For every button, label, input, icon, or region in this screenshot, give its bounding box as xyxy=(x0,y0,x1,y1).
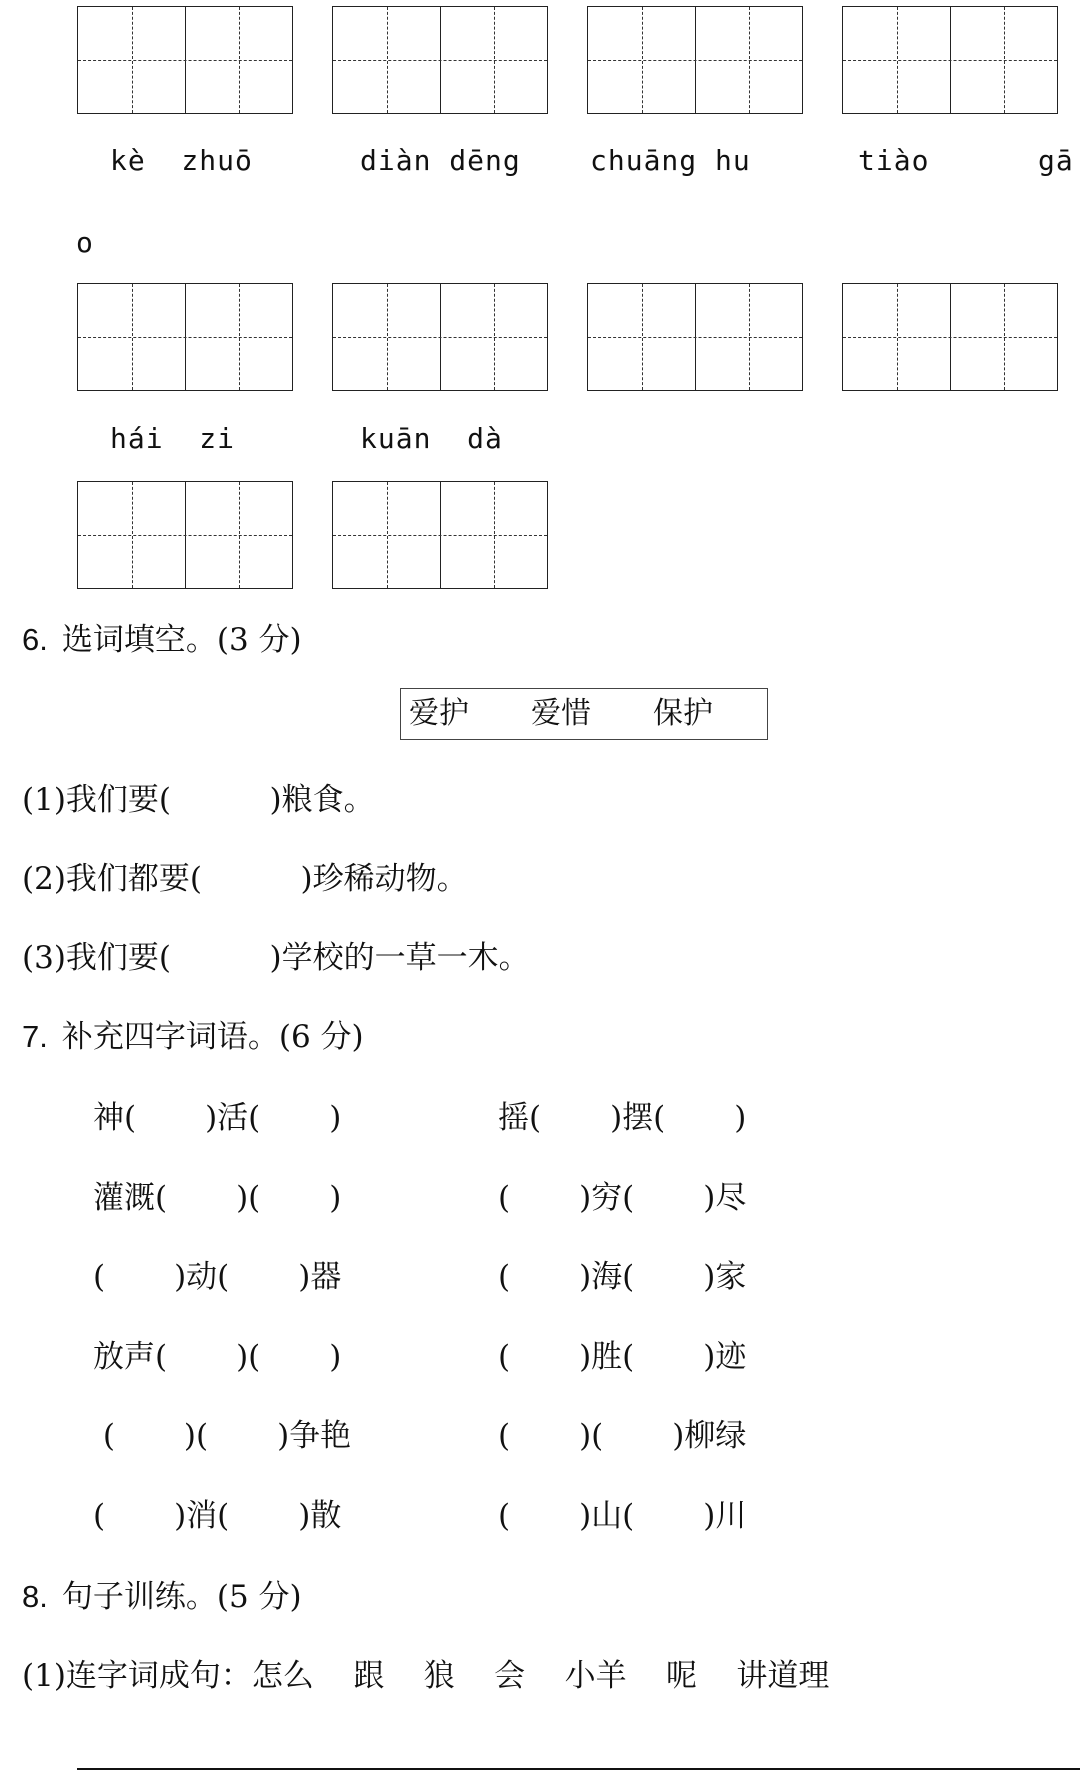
writing-box[interactable] xyxy=(77,481,293,589)
question-8-heading xyxy=(22,1571,302,1616)
writing-box[interactable] xyxy=(587,6,803,114)
idiom-item[interactable]: ( )山( )川 xyxy=(498,1498,747,1534)
word-choice-box xyxy=(400,688,768,740)
pinyin-label: kuān dà xyxy=(360,422,503,455)
writing-box[interactable] xyxy=(332,481,548,589)
writing-box[interactable] xyxy=(842,283,1058,391)
word-choice: 爱护 xyxy=(409,696,469,731)
word-choice: 保护 xyxy=(653,696,713,731)
writing-box[interactable] xyxy=(332,6,548,114)
pinyin-label: gā xyxy=(1038,144,1074,177)
idiom-item[interactable]: ( )消( )散 xyxy=(93,1498,342,1534)
idiom-item[interactable]: 摇( )摆( ) xyxy=(498,1100,747,1136)
answer-line[interactable] xyxy=(77,1768,1080,1770)
question-title: 选词填空。(3 分) xyxy=(61,622,302,658)
grid-row-2 xyxy=(77,283,1080,393)
writing-box[interactable] xyxy=(332,283,548,391)
idiom-item[interactable]: 灌溉( )( ) xyxy=(93,1180,342,1216)
pinyin-label: diàn dēng xyxy=(360,144,521,177)
idiom-item[interactable]: ( )穷( )尽 xyxy=(498,1180,747,1216)
idiom-item[interactable]: ( )( )争艳 xyxy=(93,1418,352,1454)
idiom-item[interactable]: 放声( )( ) xyxy=(93,1339,342,1375)
idiom-item[interactable]: ( )( )柳绿 xyxy=(498,1418,747,1454)
idiom-item[interactable]: ( )海( )家 xyxy=(498,1259,747,1295)
idiom-item[interactable]: ( )动( )器 xyxy=(93,1259,342,1295)
writing-box[interactable] xyxy=(587,283,803,391)
question-title: 补充四字词语。(6 分) xyxy=(61,1019,364,1055)
fill-blank-item[interactable]: (1)我们要( )粮食。 xyxy=(22,782,375,818)
pinyin-label: hái zi xyxy=(110,422,236,455)
grid-row-1 xyxy=(77,6,1080,116)
pinyin-label: tiào xyxy=(858,144,930,177)
question-number: 6. xyxy=(22,622,48,657)
question-number: 7. xyxy=(22,1019,48,1054)
fill-blank-item[interactable]: (2)我们都要( )珍稀动物。 xyxy=(22,861,468,897)
writing-box[interactable] xyxy=(77,6,293,114)
fill-blank-item[interactable]: (3)我们要( )学校的一草一木。 xyxy=(22,940,530,976)
question-title: 句子训练。(5 分) xyxy=(61,1579,302,1615)
pinyin-label: kè zhuō xyxy=(110,144,253,177)
pinyin-label: chuāng hu xyxy=(590,144,751,177)
grid-row-3 xyxy=(77,481,1080,591)
question-6-heading xyxy=(22,614,302,659)
question-number: 8. xyxy=(22,1579,48,1614)
writing-box[interactable] xyxy=(842,6,1058,114)
question-7-heading xyxy=(22,1011,364,1056)
idiom-item[interactable]: ( )胜( )迹 xyxy=(498,1339,747,1375)
writing-box[interactable] xyxy=(77,283,293,391)
sentence-task: (1)连字词成句：怎么 跟 狼 会 小羊 呢 讲道理 xyxy=(22,1658,830,1694)
idiom-item[interactable]: 神( )活( ) xyxy=(93,1100,342,1136)
word-choice: 爱惜 xyxy=(531,696,591,731)
pinyin-label-wrap: o xyxy=(76,226,94,259)
